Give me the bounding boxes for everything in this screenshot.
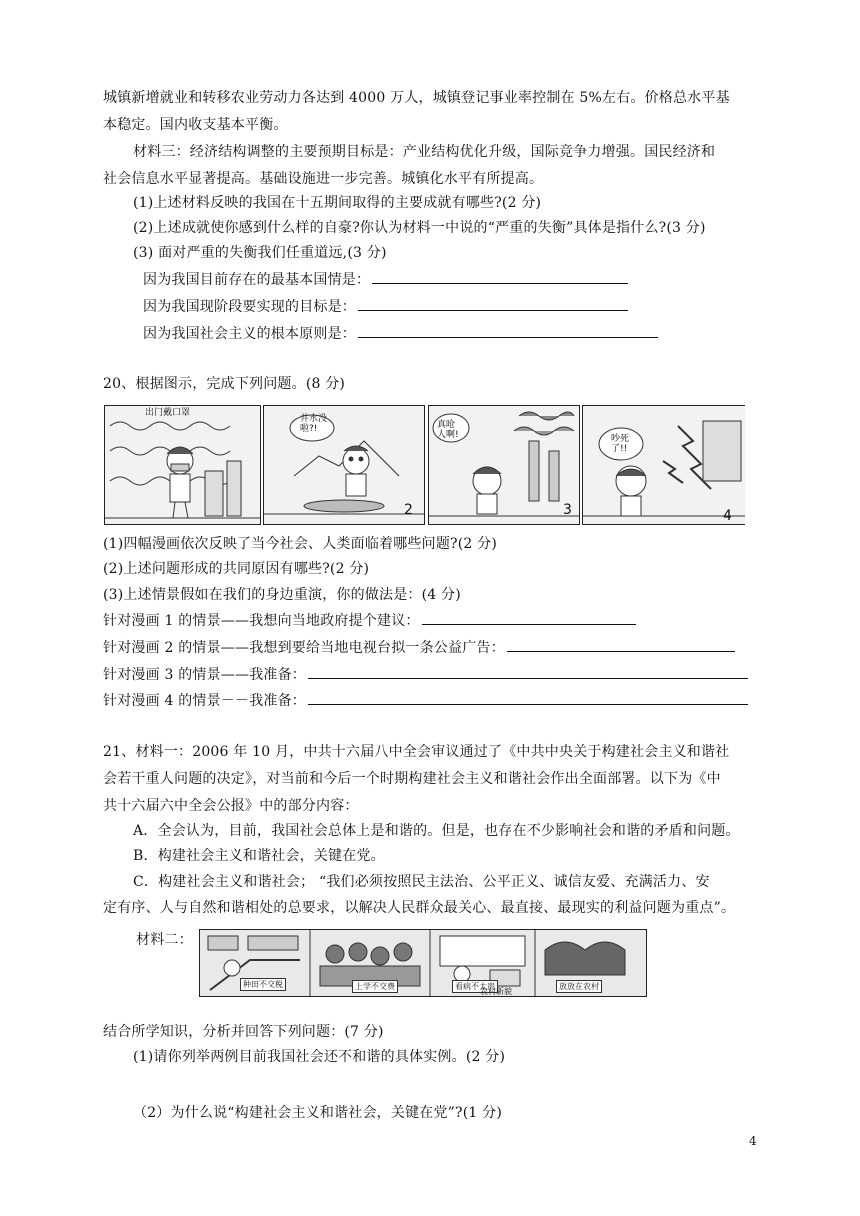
panel-caption: 吵死 了!! [611,434,630,454]
question-21-line: 会若干重人问题的决定》，对当前和今后一个时期构建社会主义和谐社会作出全面部署。以下为《中 [103,771,721,787]
answer-prompt: 针对漫画 2 的情景——我想到要给当地电视台拟一条公益广告： [103,640,505,656]
answer-blank[interactable] [422,610,636,625]
question-21-1: (1)请你列举两例目前我国社会还不和谐的具体实例。(2 分) [133,1049,506,1065]
comic-caption: 看病不太贵 [452,980,498,993]
panel-number: 3 [563,502,572,518]
question-21-line: 共十六届六中全会公报》中的部分内容： [103,798,359,814]
comic-panel-2 [263,405,425,525]
answer-blank[interactable] [358,296,628,311]
question-20-1: (1)四幅漫画依次反映了当今社会、人类面临着哪些问题?(2 分) [103,536,498,552]
question-20-title: 20、根据图示，完成下列问题。(8 分) [103,376,346,392]
answer-blank[interactable] [507,637,735,652]
answer-blank[interactable] [308,690,748,705]
text-line: 社会信息水平显著提高。基础设施进一步完善。城镇化水平有所提高。 [103,171,544,187]
answer-row [103,637,735,658]
answer-row [103,690,748,711]
point-c: C．构建社会主义和谐社会； “我们必须按照民主法治、公平正义、诚信友爱、充满活力、安 [133,874,710,890]
question-1: (1)上述材料反映的我国在十五期间取得的主要成就有哪些?(2 分) [133,195,542,211]
smog-person-drawing [105,406,260,524]
comic-caption: 放放在农村 [556,980,602,993]
answer-prompt: 因为我国现阶段要实现的目标是： [143,299,356,315]
question-21-line: 21、材料一：2006 年 10 月，中共十六届八中全会审议通过了《中共中央关于构建社会主义和谐社 [103,744,730,760]
material-two-comic [199,929,647,997]
question-21-2: （2）为什么说“构建社会主义和谐社会，关键在党”?(1 分) [133,1105,503,1121]
question-20-2: (2)上述问题形成的共同原因有哪些?(2 分) [103,561,370,577]
answer-blank[interactable] [358,323,658,338]
comic-caption: 农村新貌 [480,987,512,996]
panel-number: 2 [404,502,413,518]
comic-panel-3 [428,405,580,525]
answer-prompt: 因为我国目前存在的最基本国情是： [143,272,371,288]
answer-row [143,323,658,344]
comic-caption: 上学不交费 [352,980,398,993]
comic-panel-1 [104,405,261,525]
comic-panel-4 [582,405,745,525]
material-three-line: 材料三：经济结构调整的主要预期目标是：产业结构优化升级，国际竞争力增强。国民经济和 [133,144,716,160]
answer-row [143,269,628,290]
answer-prompt: 因为我国社会主义的根本原则是： [143,326,356,342]
page-number: 4 [749,1134,757,1148]
panel-caption: 真呛 人啊! [437,420,459,440]
point-a: A．全会认为，目前，我国社会总体上是和谐的。但是，也存在不少影响社会和谐的矛盾和问题。 [133,823,740,839]
question-3: (3) 面对严重的失衡我们任重道远,(3 分) [133,245,387,261]
answer-prompt: 针对漫画 4 的情景－－我准备： [103,693,307,709]
answer-row [103,664,748,685]
text-line: 城镇新增就业和转移农业劳动力各达到 4000 万人，城镇登记事业率控制在 5%左右。价格总水平基 [103,90,730,106]
point-b: B．构建社会主义和谐社会，关键在党。 [133,848,385,864]
answer-blank[interactable] [372,269,628,284]
question-2: (2)上述成就使你感到什么样的自豪?你认为材料一中说的“严重的失衡”具体是指什么?(3 分) [133,220,706,236]
answer-prompt: 针对漫画 1 的情景——我想向当地政府提个建议： [103,613,420,629]
comic-caption: 种田不交税 [240,978,286,991]
panel-caption: 井水没 啦?! [300,414,328,434]
text-line: 本稳定。国内收支基本平衡。 [103,117,288,133]
material-two-label: 材料二： [136,932,193,948]
panel-caption: 出门戴口罩 [145,408,191,418]
question-20-3: (3)上述情景假如在我们的身边重演，你的做法是：(4 分) [103,587,461,603]
point-c-cont: 定有序、人与自然和谐相处的总要求，以解决人民群众最关心、最直接、最现实的利益问题为重点”。 [103,900,736,916]
answer-row [143,296,628,317]
question-21-instruction: 结合所学知识，分析并回答下列问题：(7 分) [103,1024,384,1040]
panel-number: 4 [723,508,732,524]
dry-well-drawing [264,406,424,524]
answer-blank[interactable] [308,664,748,679]
answer-prompt: 针对漫画 3 的情景——我准备： [103,667,307,683]
noise-pollution-drawing [583,406,745,524]
answer-row [103,610,636,631]
